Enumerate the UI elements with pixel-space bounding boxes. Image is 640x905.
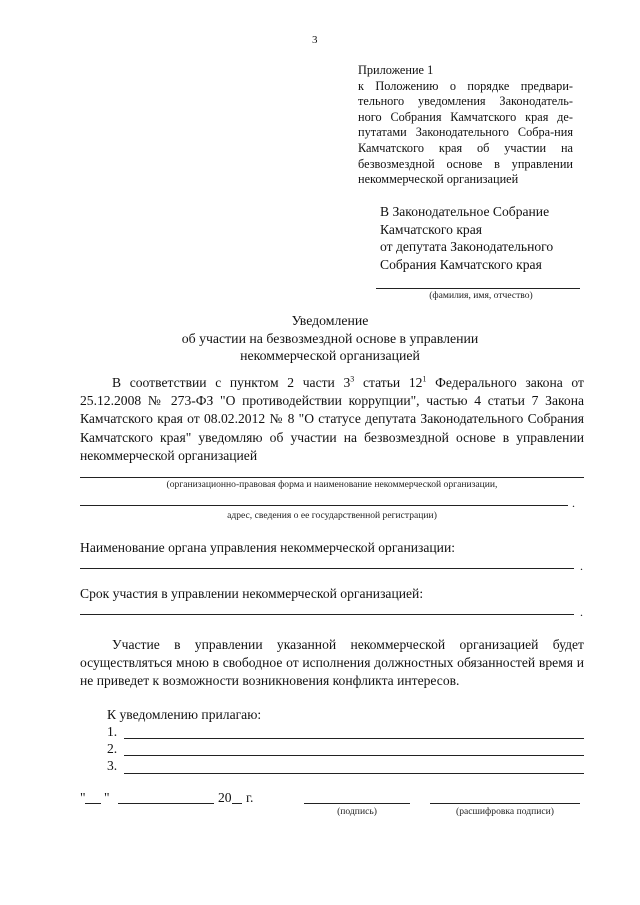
governing-body-label: Наименование органа управления некоммерческой организации:	[80, 540, 455, 555]
page-number: 3	[312, 34, 318, 46]
attach-item-3: 3.	[107, 758, 118, 773]
addressee-line-2: Камчатского края	[380, 221, 483, 237]
attach-rule-2	[124, 755, 584, 756]
p1-part-b: статьи 12	[354, 375, 423, 390]
signature-decode-rule	[430, 803, 580, 804]
addressee-line-1: В Законодательное Собрание	[380, 204, 550, 219]
p1-part-a: В соответствии с пунктом 2 части 3	[112, 375, 351, 390]
term-label: Срок участия в управлении некоммерческой организацией:	[80, 586, 424, 601]
attach-rule-3	[124, 773, 584, 774]
consent-paragraph	[80, 636, 584, 691]
fio-rule	[376, 288, 580, 289]
appendix-text: к Положению о порядке предвари-тельного уведомления Законодатель-ного Собрания Камчатского края де-путатами Законодательного Собра-ния Камчатского края об участии на безвозмездной основе в управлении некоммерческой организацией	[358, 78, 573, 187]
date-day-rule	[85, 803, 101, 804]
p2-text: Участие в управлении указанной некоммерческой организацией будет осуществляться мною в свободное от исполнения должностных обязанностей время и не приведет к возможности возникновения конфликта интересов.	[80, 637, 584, 689]
addressee-line-3: от депутата Законодательного	[380, 239, 554, 255]
date-month-rule	[118, 803, 214, 804]
appendix-block	[358, 63, 573, 188]
date-year-suffix: г.	[246, 790, 254, 805]
org-caption: (организационно-правовая форма и наименование некоммерческой организации,	[166, 479, 498, 490]
title-line-1: Уведомление	[291, 313, 369, 328]
addressee-block	[380, 203, 620, 273]
date-quote-open: "	[80, 790, 86, 805]
term-rule	[80, 614, 574, 615]
term-dot: .	[580, 605, 583, 619]
address-rule	[80, 505, 568, 506]
signature-rule	[304, 803, 410, 804]
date-year-prefix: 20	[218, 790, 232, 805]
governing-body-rule	[80, 568, 574, 569]
address-rule-dot: .	[572, 496, 575, 510]
signature-decode-caption: (расшифровка подписи)	[456, 806, 554, 817]
p1-superscript-1: 3	[350, 374, 355, 384]
date-year-rule	[232, 803, 242, 804]
date-quote-close: "	[104, 790, 110, 805]
governing-body-dot: .	[580, 559, 583, 573]
fio-caption: (фамилия, имя, отчество)	[429, 290, 533, 301]
appendix-title: Приложение 1	[358, 63, 434, 77]
addressee-line-4: Собрания Камчатского края	[380, 256, 542, 272]
attach-item-2: 2.	[107, 741, 118, 756]
p1-part-c: Федерального закона от 25.12.2008 № 273-ФЗ "О противодействии коррупции", частью 4 статьи 7 Закона Камчатского края от 08.02.2012 № 8 "О статусе депутата Законодательного Собрания Камчатского края" уведомляю об участии на безвозмездной основе в управлении некоммерческой организацией	[80, 375, 584, 463]
notice-paragraph	[80, 374, 584, 465]
address-caption: адрес, сведения о ее государственной регистрации)	[227, 510, 437, 521]
p1-superscript-2: 1	[422, 374, 427, 384]
attach-item-1: 1.	[107, 724, 118, 739]
title-line-3: некоммерческой организацией	[240, 348, 420, 363]
org-rule	[80, 477, 584, 478]
document-title	[80, 312, 580, 365]
signature-caption: (подпись)	[337, 806, 377, 817]
attach-label: К уведомлению прилагаю:	[107, 707, 262, 722]
attach-rule-1	[124, 738, 584, 739]
title-line-2: об участии на безвозмездной основе в управлении	[181, 330, 479, 346]
